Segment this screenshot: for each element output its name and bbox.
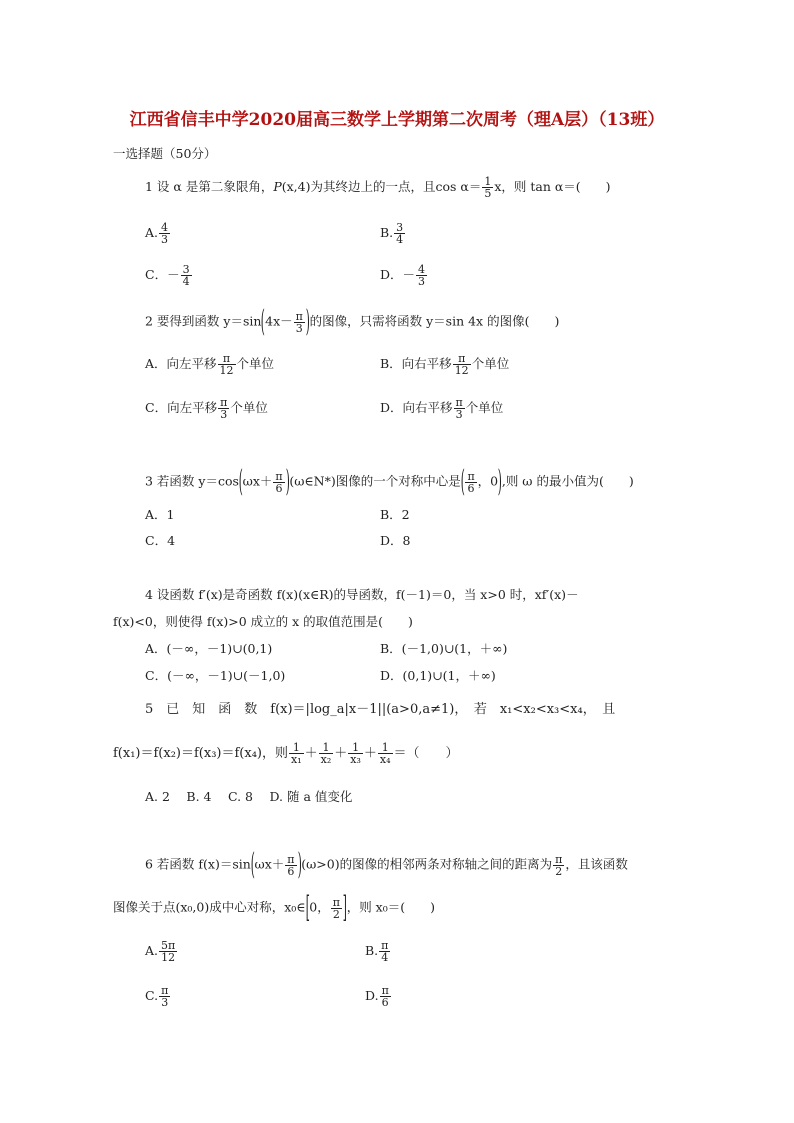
question-5-line-1: 5 已 知 函 数 f(x)＝|log_a|x－1||(a>0,a≠1)， 若 x₁<x₂<x₃<x₄， 且 bbox=[145, 702, 616, 717]
q6-option-c: C. $\frac{\pi}{3}$ bbox=[145, 984, 169, 1009]
q1-option-b: B. $\frac{3}{4}$ bbox=[380, 221, 404, 246]
q2-option-d: D．向右平移 $\frac{\pi}{3}$ 个单位 bbox=[380, 396, 504, 421]
q6-option-d: D. $\frac{\pi}{6}$ bbox=[365, 984, 389, 1009]
document-title: 江西省信丰中学2020届高三数学上学期第二次周考（理A层）（13班） bbox=[129, 110, 665, 130]
q6-option-b: B. $\frac{\pi}{4}$ bbox=[365, 939, 389, 964]
q4-option-b: B．(－1,0)∪(1，＋∞) bbox=[380, 641, 508, 656]
q2-option-c: C．向左平移 $\frac{\pi}{3}$ 个单位 bbox=[145, 396, 268, 421]
question-3: 3 若函数 y＝cos(ωx＋ $\frac{\pi}{6}$ )(ω∈N*)图像的一个对称中心是( $\frac{\pi}{6}$ ，0),则 ω 的最小值为( ) bbox=[145, 464, 634, 499]
question-4-line-1: 4 设函数 f′(x)是奇函数 f(x)(x∈R)的导函数，f(－1)＝0，当 x>0 时，xf′(x)－ bbox=[145, 587, 579, 602]
fraction: $\frac{1}{5}$ bbox=[484, 175, 492, 200]
q3-option-b: B．2 bbox=[380, 507, 410, 522]
question-4-line-2: f(x)<0，则使得 f(x)>0 成立的 x 的取值范围是( ) bbox=[113, 614, 413, 629]
question-6-line-2: 图像关于点(x₀,0)成中心对称，x₀∈[0， $\frac{\pi}{2}$ ]，则 x₀＝( ) bbox=[113, 890, 435, 925]
question-2: 2 要得到函数 y＝sin(4x－ $\frac{\pi}{3}$ )的图像，只需将函数 y＝sin 4x 的图像( ) bbox=[145, 304, 560, 339]
q1-option-d: D．－ $\frac{4}{3}$ bbox=[380, 263, 426, 288]
q3-option-a: A．1 bbox=[145, 507, 175, 522]
q4-option-a: A．(－∞，－1)∪(0,1) bbox=[145, 641, 273, 656]
q2-option-a: A．向左平移 $\frac{\pi}{12}$ 个单位 bbox=[145, 352, 275, 377]
q5-options: A. 2 B. 4 C. 8 D. 随 a 值变化 bbox=[145, 789, 353, 804]
q2-option-b: B．向右平移 $\frac{\pi}{12}$ 个单位 bbox=[380, 352, 510, 377]
q3-option-d: D．8 bbox=[380, 533, 411, 548]
q1-option-c: C．－ $\frac{3}{4}$ bbox=[145, 263, 190, 288]
question-6-line-1: 6 若函数 f(x)＝sin(ωx＋ $\frac{\pi}{6}$ )(ω>0)的图像的相邻两条对称轴之间的距离为 $\frac{\pi}{2}$ ，且该函数 bbox=[145, 847, 628, 882]
q4-option-c: C．(－∞，－1)∪(－1,0) bbox=[145, 668, 286, 683]
question-5-line-2: f(x₁)＝f(x₂)＝f(x₃)＝f(x₄)，则 $\frac{1}{\text{x₁}}$ ＋ $\frac{1}{\text{x₂}}$ ＋ $\frac{1}{\text{x₃}}$ ＋ $\frac{1}{\text{x₄}}$ ＝（ ） bbox=[113, 741, 459, 766]
section-heading: 一选择题（50分） bbox=[113, 146, 217, 161]
q3-option-c: C．4 bbox=[145, 533, 176, 548]
question-1: 1 设 α 是第二象限角，P(x,4)为其终边上的一点，且cos α＝ $\frac{1}{5}$ x，则 tan α＝( ) bbox=[145, 175, 611, 200]
q6-option-a: A. $\frac{5\pi}{12}$ bbox=[145, 939, 176, 964]
q4-option-d: D．(0,1)∪(1，＋∞) bbox=[380, 668, 496, 683]
q1-option-a: A. $\frac{4}{3}$ bbox=[145, 221, 169, 246]
